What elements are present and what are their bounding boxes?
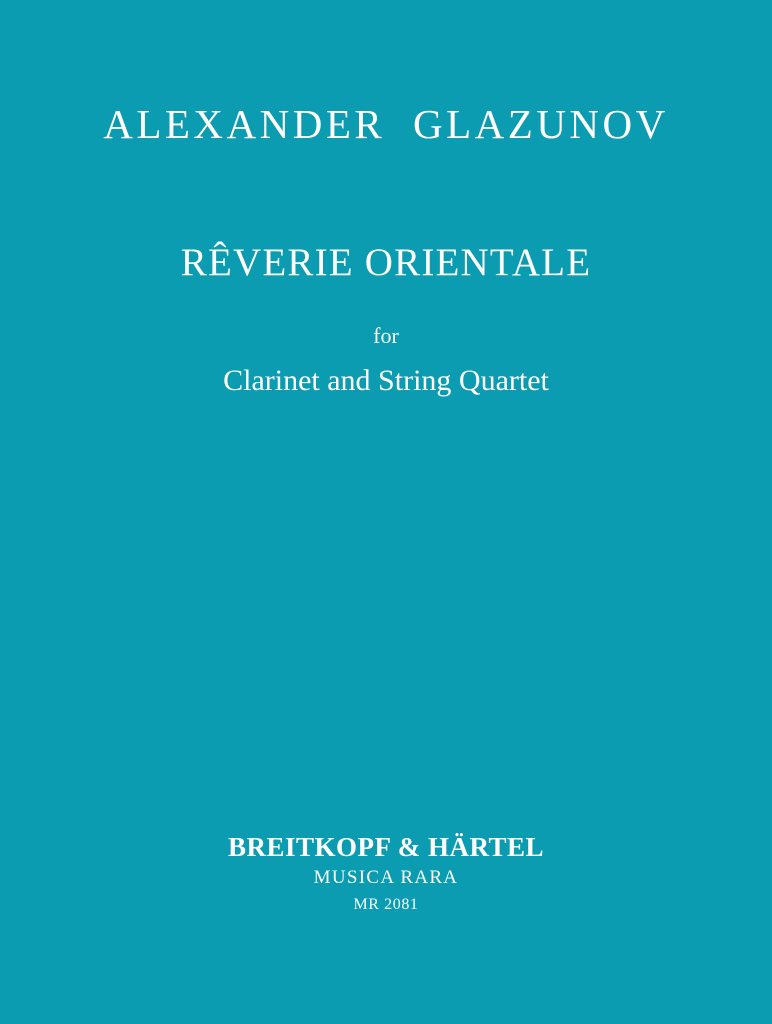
plate-number: MR 2081: [353, 896, 419, 913]
imprint-name: MUSICA RARA: [313, 867, 459, 888]
publisher-block: [0, 832, 772, 914]
composer-name: ALEXANDER GLAZUNOV: [103, 101, 669, 147]
instrumentation: Clarinet and String Quartet: [223, 364, 549, 397]
for-label: for: [373, 323, 399, 348]
publisher-name: BREITKOPF & HÄRTEL: [227, 831, 545, 862]
work-title: RÊVERIE ORIENTALE: [180, 241, 592, 284]
